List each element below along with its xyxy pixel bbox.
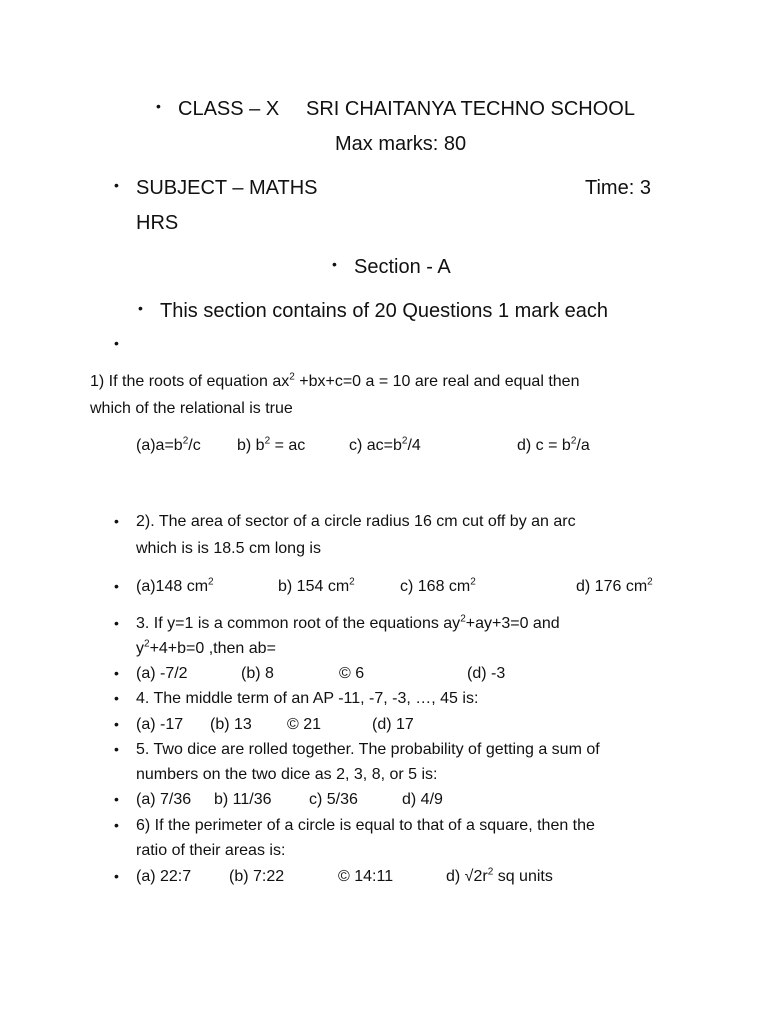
q2-option-b: b) 154 $cm^2$	[278, 576, 355, 595]
q6-option-b: (b) 7:22	[229, 868, 285, 885]
q5-option-d: d) 4/9	[402, 791, 443, 808]
time-label: Time: 3	[585, 177, 651, 199]
q1-option-c: c) $ac=b^2/4$	[349, 435, 421, 454]
q1-option-b: b) $b^2$ = ac	[237, 435, 306, 454]
subject-label: • SUBJECT – MATHS	[136, 177, 318, 200]
q6-option-c: © 14:11	[338, 868, 394, 885]
q2-option-a: • (a)148 $cm^2$	[136, 578, 214, 596]
q3-option-a: • (a) -7/2	[136, 665, 188, 683]
q6-option-d: d) $√2r^2$ sq units	[446, 866, 553, 885]
q6-option-a: • (a) 22:7	[136, 868, 191, 886]
q3-line2: $y^2+4+b=0$ ,then ab=	[136, 638, 276, 657]
q6-line1: • 6) If the perimeter of a circle is equal to that of a square, then the	[136, 817, 595, 835]
q1-option-d: d) $c = b^2/a$	[517, 435, 590, 454]
q2-line1: • 2). The area of sector of a circle radius 16 cm cut off by an arc	[136, 513, 576, 531]
q5-option-b: b) 11/36	[214, 791, 272, 808]
q5-option-a: • (a) 7/36	[136, 791, 191, 809]
time-unit: HRS	[136, 212, 179, 234]
q2-line2: which is is 18.5 cm long is	[136, 540, 321, 557]
class-label: • CLASS – X	[178, 98, 279, 121]
q3-option-b: (b) 8	[241, 665, 274, 682]
q3-option-d: (d) -3	[467, 665, 506, 682]
q2-option-d: d) 176 $cm^2$	[576, 576, 653, 595]
q6-line2: ratio of their areas is:	[136, 842, 286, 859]
q1-line1: 1) If the roots of equation $ax^2 +bx+c=0$ a = 10 are real and equal then	[90, 371, 580, 390]
q5-line1: • 5. Two dice are rolled together. The probability of getting a sum of	[136, 741, 600, 759]
q4-option-d: (d) 17	[372, 716, 414, 733]
q2-option-c: c) 168 $cm^2$	[400, 576, 476, 595]
q5-line2: numbers on the two dice as 2, 3, 8, or 5 is:	[136, 766, 438, 783]
max-marks: Max marks: 80	[335, 133, 467, 155]
q4-option-b: (b) 13	[210, 716, 252, 733]
q1-option-a: $(a)a=b^2/c$	[136, 435, 201, 454]
section-heading: • Section - A	[354, 256, 451, 279]
q1-line2: which of the relational is true	[90, 400, 293, 417]
school-name: SRI CHAITANYA TECHNO SCHOOL	[306, 98, 635, 120]
q4-option-a: • (a) -17	[136, 716, 183, 734]
q4-line1: • 4. The middle term of an AP -11, -7, -3, …, 45 is:	[136, 690, 478, 708]
q4-option-c: © 21	[287, 716, 322, 733]
q3-line1: • 3. If y=1 is a common root of the equations $ay^2+ay+3=0$ and	[136, 615, 560, 633]
q3-option-c: © 6	[339, 665, 365, 682]
q5-option-c: c) 5/36	[309, 791, 358, 808]
section-note: • This section contains of 20 Questions 1 mark each	[160, 300, 608, 323]
